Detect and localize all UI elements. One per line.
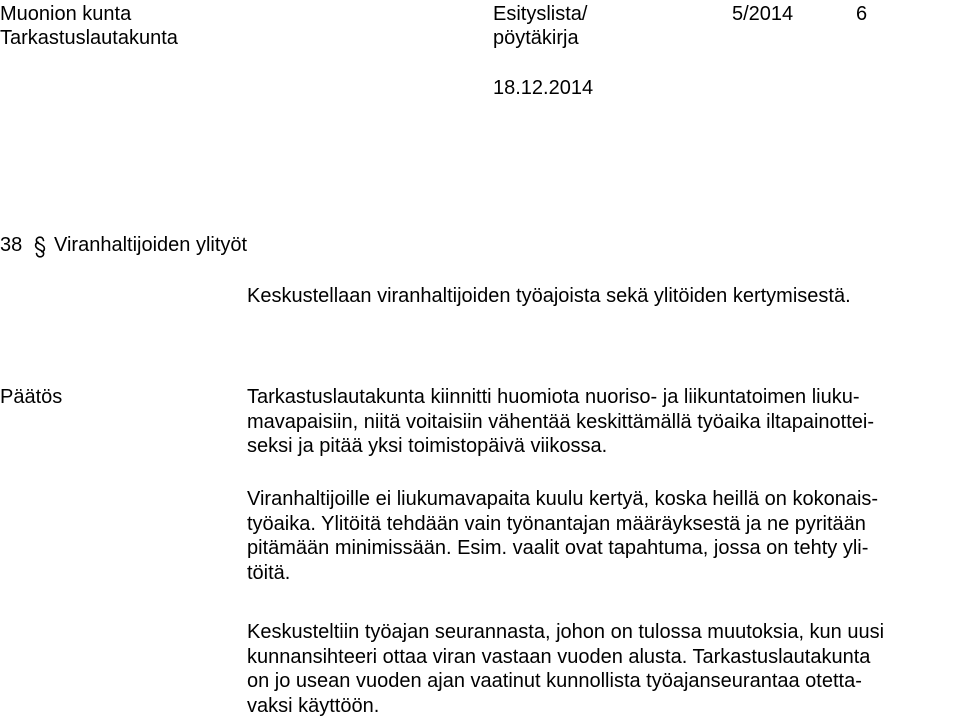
committee-name: Tarkastuslautakunta bbox=[0, 27, 178, 49]
doc-type-line1: Esityslista/ bbox=[493, 3, 588, 25]
text-line: mavapaisiin, niitä voitaisiin vähentää keskittämällä työaika iltapainottei- bbox=[247, 410, 874, 433]
text-line: töitä. bbox=[247, 561, 291, 584]
doc-type-line2: pöytäkirja bbox=[493, 27, 579, 49]
item-number: 38 bbox=[0, 234, 23, 256]
decision-label: Päätös bbox=[0, 386, 63, 408]
text-line: Keskusteltiin työajan seurannasta, johon on tulossa muutoksia, kun uusi bbox=[247, 621, 885, 643]
item-title: Viranhaltijoiden ylityöt bbox=[54, 234, 248, 256]
text-line: työaika. Ylitöitä tehdään vain työnantajan määräyksestä ja ne pyritään bbox=[247, 512, 866, 535]
text-line: pitämään minimissään. Esim. vaalit ovat tapahtuma, jossa on tehty yli- bbox=[247, 537, 869, 559]
text-line: on jo usean vuoden ajan vaatinut kunnollista työajanseurantaa otetta- bbox=[247, 670, 862, 692]
page-number: 6 bbox=[856, 3, 868, 25]
text-line: vaksi käyttöön. bbox=[247, 694, 380, 717]
decision-paragraph-1 bbox=[247, 385, 874, 459]
meeting-number: 5/2014 bbox=[732, 3, 794, 25]
item-description: Keskustellaan viranhaltijoiden työajoista sekä ylitöiden kertymisestä. bbox=[247, 285, 851, 307]
section-sign-icon bbox=[33, 236, 47, 258]
text-line: seksi ja pitää yksi toimistopäivä viikossa. bbox=[247, 435, 608, 457]
text-line: Viranhaltijoille ei liukumavapaita kuulu kertyä, koska heillä on kokonais- bbox=[247, 488, 879, 510]
meeting-date: 18.12.2014 bbox=[493, 77, 594, 99]
text-line: kunnansihteeri ottaa viran vastaan vuoden alusta. Tarkastuslautakunta bbox=[247, 645, 871, 668]
decision-paragraph-2 bbox=[247, 487, 878, 585]
decision-paragraph-3 bbox=[247, 620, 884, 718]
text-line: Tarkastuslautakunta kiinnitti huomiota nuoriso- ja liikuntatoimen liuku- bbox=[247, 386, 860, 408]
municipality-name: Muonion kunta bbox=[0, 3, 132, 25]
